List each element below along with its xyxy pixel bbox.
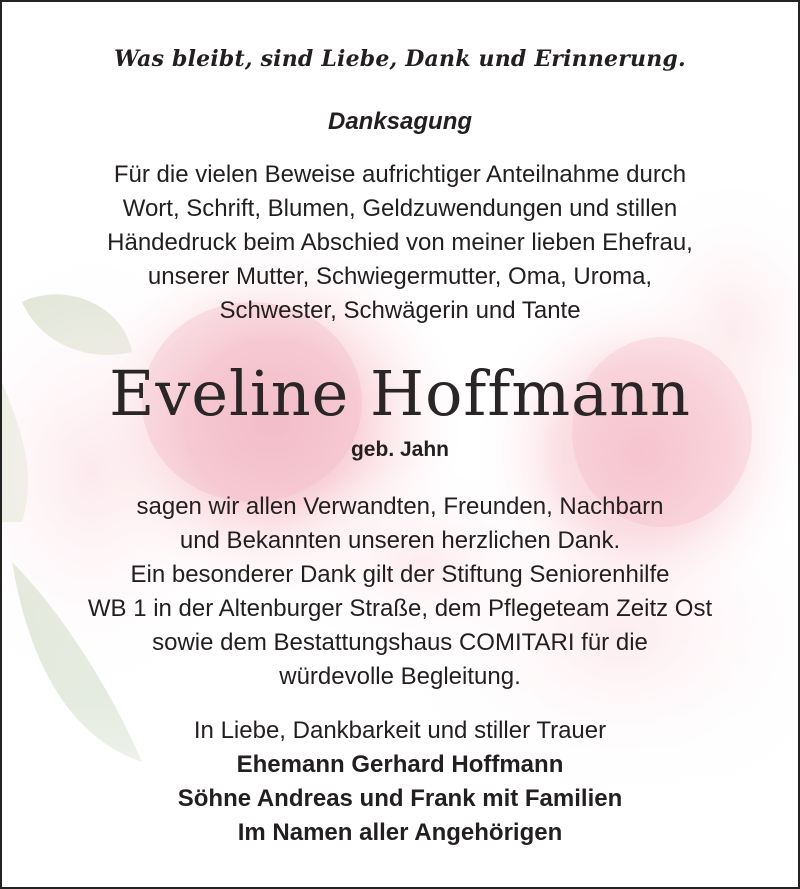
intro-line: unserer Mutter, Schwiegermutter, Oma, Uroma, [147,263,653,290]
intro-line: Wort, Schrift, Blumen, Geldzuwendungen und stillen [122,195,678,222]
thanks-line: WB 1 in der Altenburger Straße, dem Pflegeteam Zeitz Ost [87,595,713,622]
intro-line: Für die vielen Beweise aufrichtiger Anteilnahme durch [113,161,687,188]
signatory: Söhne Andreas und Frank mit Familien [177,785,623,812]
maiden-name: geb. Jahn [350,438,450,461]
closing-block [2,714,798,850]
intro-paragraph [2,158,798,328]
thanks-line: sagen wir allen Verwandten, Freunden, Nachbarn [136,493,664,520]
deceased-name: Eveline Hoffmann [109,357,691,430]
thanks-line: und Bekannten unseren herzlichen Dank. [179,527,621,554]
closing-line: In Liebe, Dankbarkeit und stiller Trauer [193,717,607,744]
signatory: Im Namen aller Angehörigen [237,819,563,846]
heading: Danksagung [327,108,473,135]
thanks-line: sowie dem Bestattungshaus COMITARI für die [152,629,648,656]
intro-line: Händedruck beim Abschied von meiner lieben Ehefrau, [107,229,693,256]
thanks-paragraph [2,490,798,694]
thanks-line: Ein besonderer Dank gilt der Stiftung Seniorenhilfe [130,561,670,588]
obituary-content [2,2,798,887]
thanks-line: würdevolle Begleitung. [279,663,521,690]
motto: Was bleibt, sind Liebe, Dank und Erinnerung. [114,46,686,72]
intro-line: Schwester, Schwägerin und Tante [219,297,581,324]
signatory: Ehemann Gerhard Hoffmann [236,751,564,778]
